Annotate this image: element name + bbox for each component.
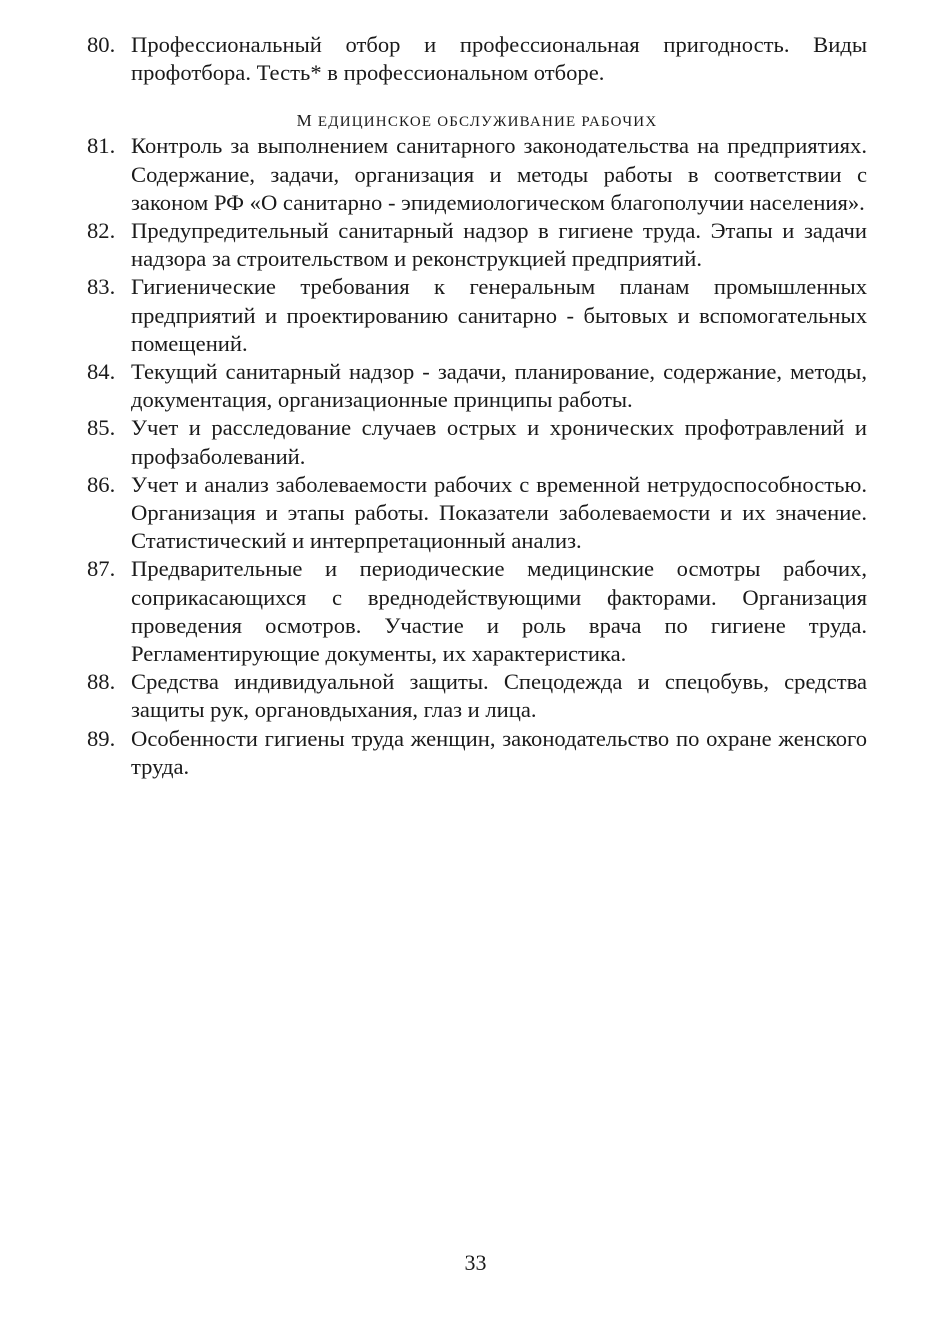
item-number: 88. [87, 669, 116, 695]
item-number: 86. [87, 471, 116, 497]
item-number: 80. [87, 32, 116, 57]
list-item [87, 273, 867, 358]
item-text: Предупредительный санитарный надзор в гигиене труда. Этапы и задачи надзора за строительством и реконструкцией предприятий. [131, 218, 867, 272]
list-item [87, 555, 867, 668]
section-title [87, 111, 867, 132]
item-number: 85. [87, 415, 116, 441]
item-number: 84. [87, 359, 116, 385]
list-item [87, 668, 867, 724]
item-text: Учет и расследование случаев острых и хронических профотравлений и профзаболеваний. [131, 415, 867, 469]
item-text: Учет и анализ заболеваемости рабочих с временной нетрудоспособностью. Организация и этапы работы. Показатели заболеваемости и их значение. Статистический и интерпретационный анализ. [131, 471, 867, 554]
list-item [87, 725, 867, 781]
item-text: Текущий санитарный надзор - задачи, планирование, содержание, методы, документация, организационные принципы работы. [131, 359, 867, 413]
question-list [87, 132, 867, 781]
question-list-top [87, 31, 867, 87]
item-text: Предварительные и периодические медицинские осмотры рабочих, соприкасающихся с вреднодействующими факторами. Организация проведения осмотров. Участие и роль врача по гигиене труда. Регламентирующие документы, их характеристика. [131, 556, 867, 667]
item-number: 82. [87, 218, 116, 244]
item-text: Особенности гигиены труда женщин, законодательство по охране женского труда. [131, 725, 867, 779]
item-text: Средства индивидуальной защиты. Спецодежда и спецобувь, средства защиты рук, органовдыхания, глаз и лица. [131, 669, 867, 723]
item-number: 83. [87, 274, 116, 300]
list-item [87, 414, 867, 470]
list-item [87, 217, 867, 273]
document-page [87, 31, 867, 781]
item-number: 81. [87, 133, 116, 159]
list-item [87, 471, 867, 556]
list-item [87, 132, 867, 217]
item-text: Гигиенические требования к генеральным планам промышленных предприятий и проектированию санитарно - бытовых и вспомогательных помещений. [131, 274, 867, 356]
item-number: 89. [87, 725, 116, 751]
section-title-initial: М [296, 111, 313, 131]
page-number: 33 [464, 1250, 487, 1275]
item-text: Профессиональный отбор и профессиональная пригодность. Виды профотбора. Тесть* в профессиональном отборе. [131, 32, 867, 86]
item-number: 87. [87, 556, 116, 582]
list-item [87, 358, 867, 414]
item-text: Контроль за выполнением санитарного законодательства на предприятиях. Содержание, задачи, организация и методы работы в соответствии с законом РФ «О санитарно - эпидемиологическом благополучии населения». [131, 133, 867, 215]
list-item [87, 31, 867, 87]
section-title-rest: ЕДИЦИНСКОЕ ОБСЛУЖИВАНИЕ РАБОЧИХ [312, 114, 658, 131]
